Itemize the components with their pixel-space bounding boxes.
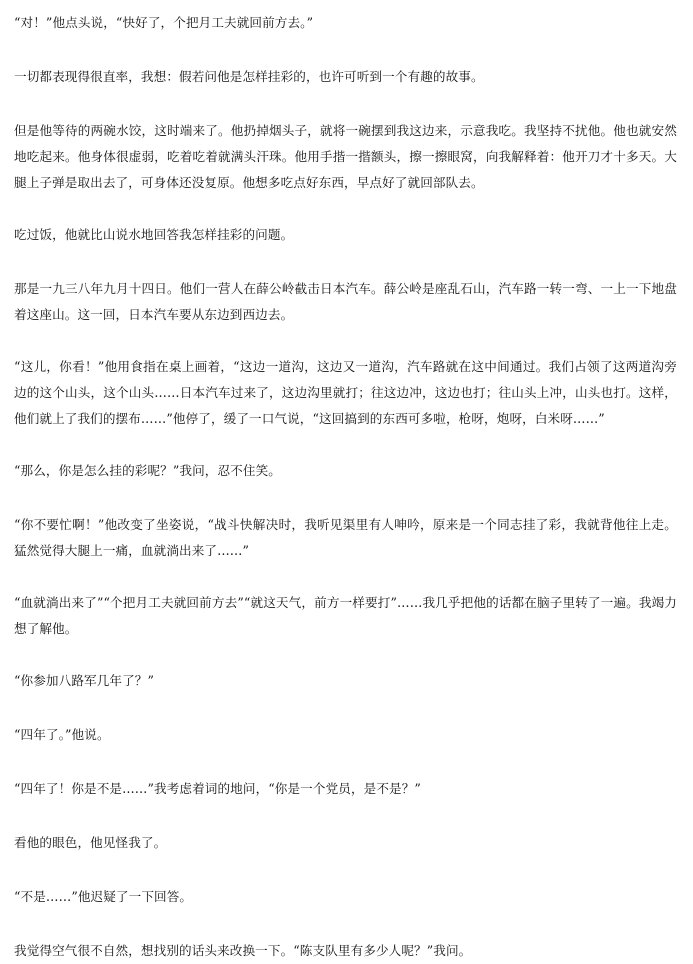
paragraph-2: 一切都表现得很直率，我想：假若问他是怎样挂彩的，也许可听到一个有趣的故事。 [14, 69, 484, 84]
paragraph-11: “四年了。”他说。 [14, 727, 110, 742]
paragraph-10: “你参加八路军几年了？” [14, 673, 155, 688]
paragraph-8: “你不要忙啊！”他改变了坐姿说，“战斗快解决时，我听见渠里有人呻吟，原来是一个同志挂了彩，我就背他往上走。猛然觉得大腿上一痛，血就淌出来了……” [14, 517, 677, 558]
paragraph-6: “这儿，你看！”他用食指在桌上画着，“这边一道沟，这边又一道沟，汽车路就在这中间通过。我们占领了这两道沟旁边的这个山头，这个山头……日本汽车过来了，这边沟里就打；往这边冲，这边也打；往山头上冲，山头也打。这样，他们就上了我们的摆布……”他停了，缓了一口气说，“这回搞到的东西可多啦，枪呀，炮呀，白米呀……” [14, 359, 677, 426]
paragraph-13: 看他的眼色，他见怪我了。 [14, 835, 167, 850]
paragraph-14: “不是……”他迟疑了一下回答。 [14, 889, 193, 904]
paragraph-12: “四年了！你是不是……”我考虑着词的地问，“你是一个党员，是不是？” [14, 781, 421, 796]
paragraph-7: “那么，你是怎么挂的彩呢？”我问，忍不住笑。 [14, 463, 281, 478]
paragraph-4: 吃过饭，他就比山说水地回答我怎样挂彩的问题。 [14, 227, 294, 242]
paragraph-9: “血就淌出来了”“个把月工夫就回前方去”“就这天气，前方一样要打”……我几乎把他的话都在脑子里转了一遍。我竭力想了解他。 [14, 595, 677, 636]
paragraph-3: 但是他等待的两碗水饺，这时端来了。他扔掉烟头子，就将一碗摆到我这边来，示意我吃。我坚持不扰他。他也就安然地吃起来。他身体很虚弱，吃着吃着就满头汗珠。他用手揩一揩额头，擦一擦眼窝，向我解释着：他开刀才十多天。大腿上子弹是取出去了，可身体还没复原。他想多吃点好东西，早点好了就回部队去。 [14, 123, 677, 190]
paragraph-1: “对！”他点头说，“快好了，个把月工夫就回前方去。” [14, 15, 314, 30]
paragraph-5: 那是一九三八年九月十四日。他们一营人在薛公岭截击日本汽车。薛公岭是座乱石山，汽车路一转一弯、一上一下地盘着这座山。这一回，日本汽车要从东边到西边去。 [14, 281, 677, 322]
paragraph-15: 我觉得空气很不自然，想找别的话头来改换一下。“陈支队里有多少人呢？”我问。 [14, 943, 472, 958]
